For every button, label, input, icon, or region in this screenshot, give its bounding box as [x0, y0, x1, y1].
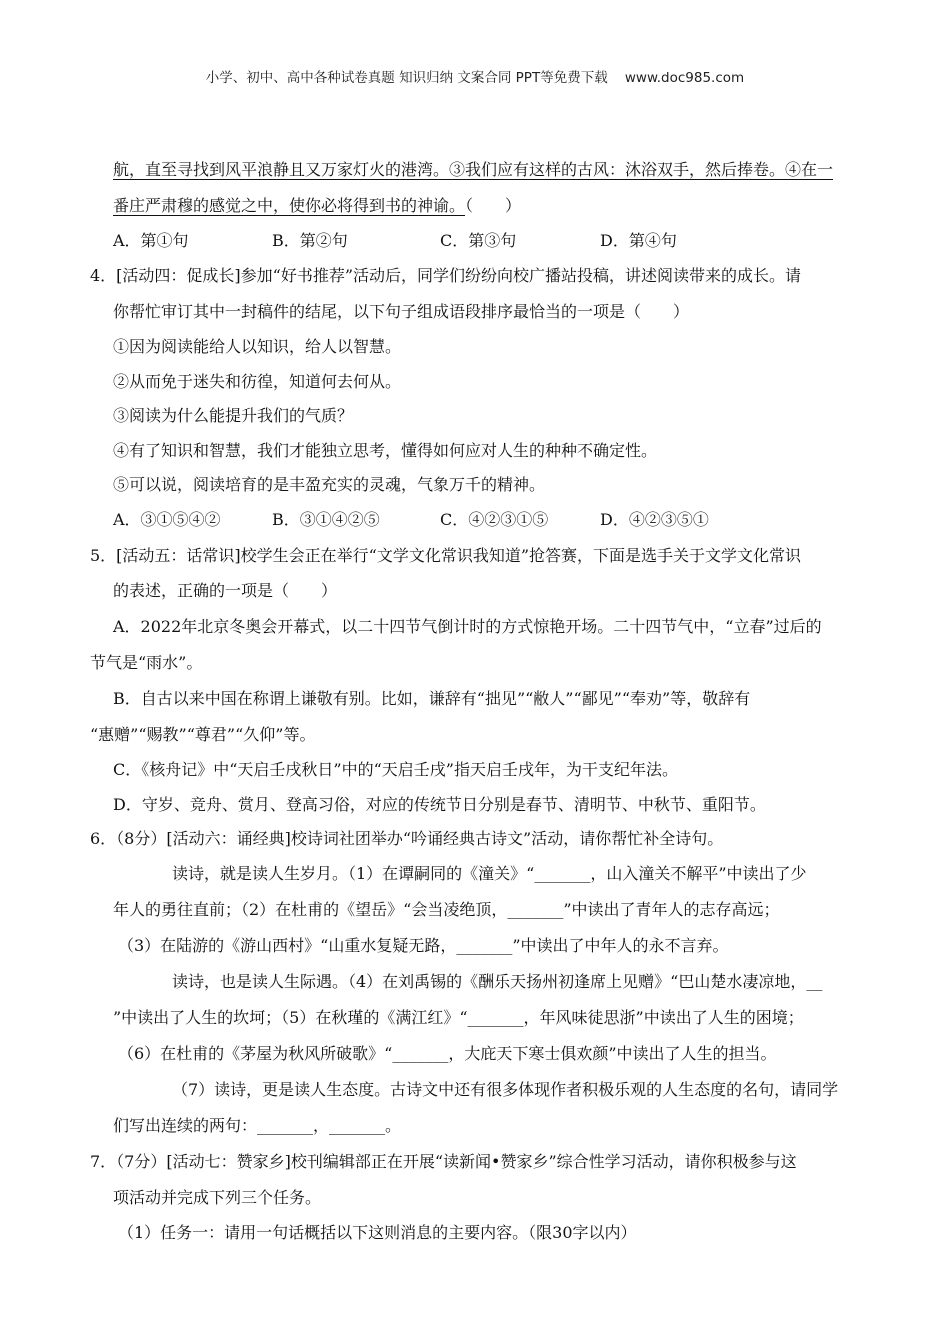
q3-underlined-text-2: 番庄严肃穆的感觉之中，使你必将得到书的神谕。: [113, 196, 466, 215]
q3-option-d: D．第④句: [600, 231, 677, 250]
q6-para1-line-3: （3）在陆游的《游山西村》“山重水复疑无路，_______”中读出了中年人的永不言弃。: [118, 936, 729, 955]
q6-para2-line-1: 读诗，也是读人生际遇。（4）在刘禹锡的《酬乐天扬州初逢席上见赠》“巴山楚水凄凉地，__: [172, 972, 823, 991]
q6-stem: 6．（8分）[活动六：诵经典]校诗词社团举办“吟诵经典古诗文”活动，请你帮忙补全诗句。: [90, 829, 724, 848]
q4-sentence-4: ④有了知识和智慧，我们才能独立思考，懂得如何应对人生的种种不确定性。: [113, 441, 658, 460]
q4-option-c: C．④②③①⑤: [440, 510, 549, 529]
q4-stem-line-1: 4．[活动四：促成长]参加“好书推荐”活动后，同学们纷纷向校广播站投稿，讲述阅读带来的成长。请: [90, 266, 802, 285]
q4-sentence-2: ②从而免于迷失和彷徨，知道何去何从。: [113, 372, 402, 391]
q4-sentence-1: ①因为阅读能给人以知识，给人以智慧。: [113, 337, 402, 356]
q5-option-b-line-1: B．自古以来中国在称谓上谦敬有别。比如，谦辞有“拙见”“敝人”“鄙见”“奉劝”等，敬辞有: [113, 689, 751, 708]
q5-option-c: C．《核舟记》中“天启壬戌秋日”中的“天启壬戌”指天启壬戌年，为干支纪年法。: [113, 760, 678, 779]
q5-stem-line-2: 的表述，正确的一项是（ ）: [113, 581, 338, 600]
q6-para1-line-1: 读诗，就是读人生岁月。（1）在谭嗣同的《潼关》“_______，山入潼关不解平”中读出了少: [172, 864, 807, 883]
q3-option-a: A．第①句: [113, 231, 189, 250]
q3-option-c: C．第③句: [440, 231, 517, 250]
q6-para2-line-3: （6）在杜甫的《茅屋为秋风所破歌》“_______，大庇天下寒士俱欢颜”中读出了人生的担当。: [118, 1044, 777, 1063]
page-header: 小学、初中、高中各种试卷真题 知识归纳 文案合同 PPT等免费下载 www.doc985.com: [205, 70, 745, 86]
q7-task-1: （1）任务一：请用一句话概括以下这则消息的主要内容。（限30字以内）: [118, 1223, 637, 1242]
q6-para3-line-1: （7）读诗，更是读人生态度。古诗文中还有很多体现作者积极乐观的人生态度的名句，请同学: [172, 1080, 839, 1099]
q3-passage-line-2: [113, 196, 521, 216]
q5-stem-line-1: 5．[活动五：话常识]校学生会正在举行“文学文化常识我知道”抢答赛，下面是选手关于文学文化常识: [90, 546, 802, 565]
q6-para3-line-2: 们写出连续的两句：_______，_______。: [113, 1116, 402, 1135]
q4-stem-line-2: 你帮忙审订其中一封稿件的结尾，以下句子组成语段排序最恰当的一项是（ ）: [113, 302, 690, 321]
q4-option-d: D．④②③⑤①: [600, 510, 709, 529]
q4-option-a: A．③①⑤④②: [113, 510, 221, 529]
q6-para2-line-2: ”中读出了人生的坎坷；（5）在秋瑾的《满江红》“_______，年风味徒思浙”中读出了人生的困境；: [113, 1008, 804, 1027]
q3-passage-line-1: [113, 160, 833, 180]
q7-stem-line-2: 项活动并完成下列三个任务。: [113, 1188, 322, 1207]
q6-para1-line-2: 年人的勇往直前；（2）在杜甫的《望岳》“会当凌绝顶，_______”中读出了青年人的志存高远；: [113, 900, 780, 919]
q4-sentence-5: ⑤可以说，阅读培育的是丰盈充实的灵魂，气象万千的精神。: [113, 475, 546, 494]
q5-option-a-line-1: A．2022年北京冬奥会开幕式，以二十四节气倒计时的方式惊艳开场。二十四节气中，“立春”过后的: [113, 617, 822, 636]
q7-stem-line-1: 7．（7分）[活动七：赞家乡]校刊编辑部正在开展“读新闻•赞家乡”综合性学习活动，请你积极参与这: [90, 1152, 797, 1171]
q5-option-d: D．守岁、竞舟、赏月、登高习俗，对应的传统节日分别是春节、清明节、中秋节、重阳节。: [113, 795, 766, 814]
q4-option-b: B．③①④②⑤: [272, 510, 380, 529]
q4-sentence-3: ③阅读为什么能提升我们的气质？: [113, 406, 354, 425]
q3-option-b: B．第②句: [272, 231, 348, 250]
q5-option-b-line-2: “惠赠”“赐教”“尊君”“久仰”等。: [90, 725, 316, 744]
q3-answer-paren: （ ）: [465, 196, 522, 215]
q3-underlined-text-1: 航，直至寻找到风平浪静且又万家灯火的港湾。③我们应有这样的古风：沐浴双手，然后捧卷。④在一: [113, 160, 834, 179]
q5-option-a-line-2: 节气是“雨水”。: [90, 653, 203, 672]
